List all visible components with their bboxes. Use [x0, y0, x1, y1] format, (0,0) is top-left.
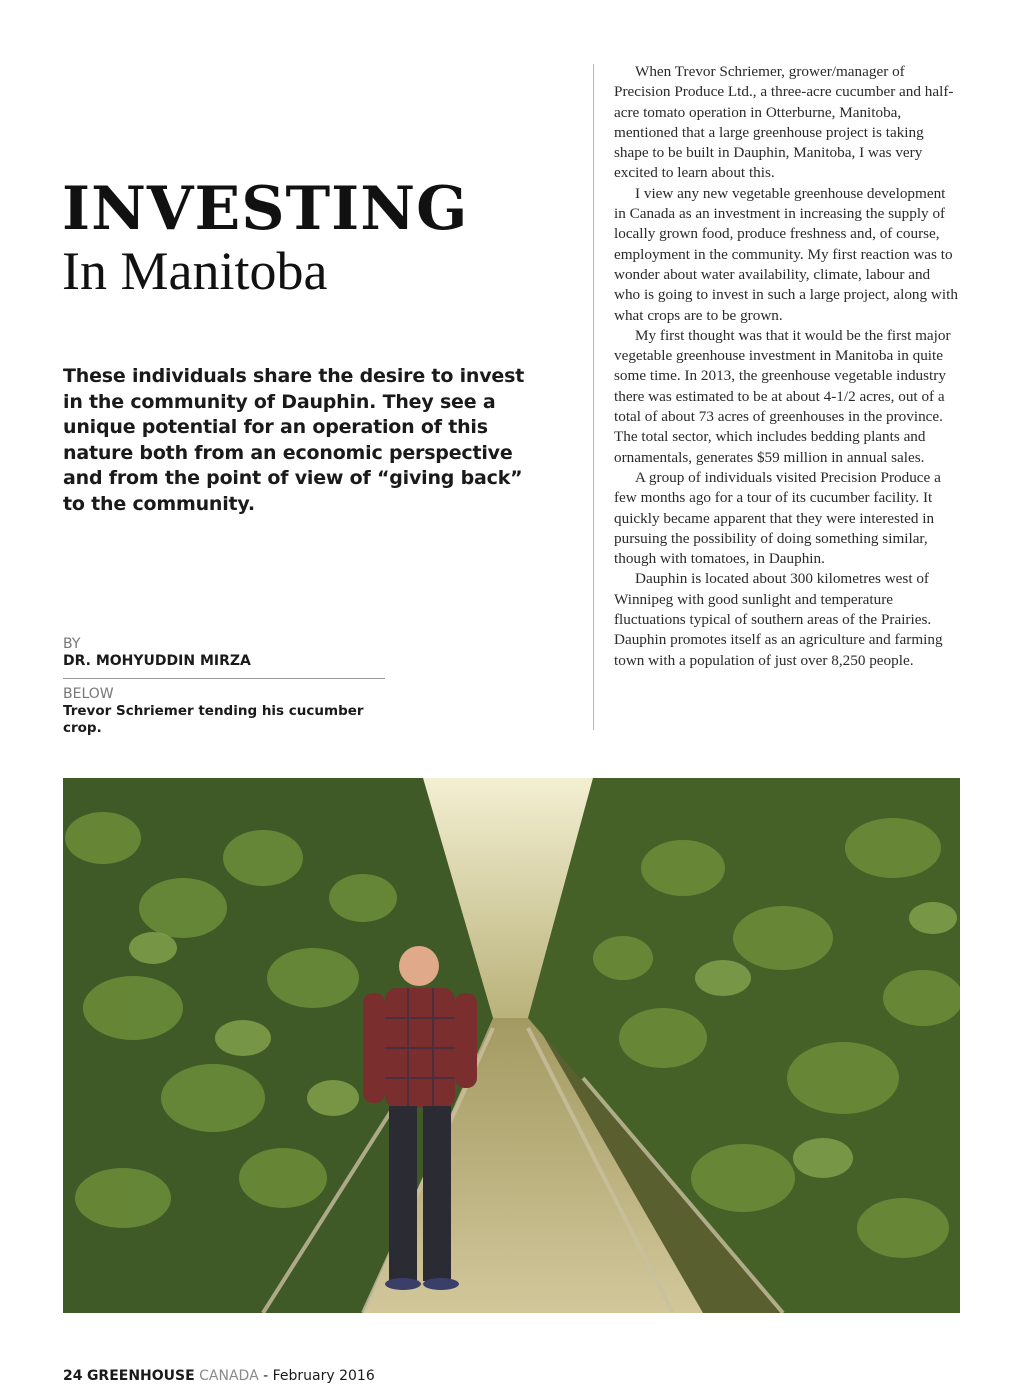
byline-author: DR. MOHYUDDIN MIRZA: [63, 653, 251, 669]
article-body: [614, 62, 960, 671]
article-paragraph: My first thought was that it would be the first major vegetable greenhouse investment in Manitoba in quite some time. In 2013, the greenhouse vegetable industry there was estimated to be at about 4-1/2 acres, out of a total of about 73 acres of greenhouses in the province. The total sector, which includes bedding plants and ornamentals, generates $59 million in annual sales.: [614, 326, 951, 466]
article-paragraph: Dauphin is located about 300 kilometres west of Winnipeg with good sunlight and temperature fluctuations typical of southern areas of the Prairies. Dauphin promotes itself as an agriculture and farming town with a population of just over 8,250 people.: [614, 570, 943, 669]
caption-label: BELOW: [63, 686, 114, 702]
credits-divider: [63, 678, 385, 679]
byline-label: BY: [63, 636, 81, 652]
deck-text: These individuals share the desire to invest in the community of Dauphin. They see a unique potential for an operation of this nature both from an economic perspective and from the point of view of “giving back” to the community.: [63, 365, 525, 515]
article-paragraph: A group of individuals visited Precision Produce a few months ago for a tour of its cucumber facility. It quickly became apparent that they were interested in pursuing the possibility of doing something similar, though with tomatoes, in Dauphin.: [614, 468, 941, 568]
issue-date: - February 2016: [263, 1368, 375, 1384]
page-number: 24: [63, 1368, 83, 1384]
headline-sub: In Manitoba: [62, 241, 328, 301]
greenhouse-photo: [63, 778, 960, 1313]
page-footer: [63, 1367, 375, 1385]
magazine-name-light: CANADA: [199, 1368, 259, 1384]
greenhouse-photo-illustration: [63, 778, 960, 1313]
magazine-name: GREENHOUSE: [86, 1368, 195, 1384]
photo-caption: Trevor Schriemer tending his cucumber crop.: [63, 703, 364, 736]
headline: [62, 176, 542, 300]
column-divider: [593, 64, 594, 730]
headline-main: INVESTING: [62, 174, 469, 244]
credits: [63, 636, 385, 737]
article-paragraph: I view any new vegetable greenhouse development in Canada as an investment in increasing the supply of locally grown food, produce freshness and, of course, employment in the community. My first reaction was to wonder about water availability, climate, labour and who is going to invest in such a large project, along with what crops are to be grown.: [614, 184, 958, 324]
article-paragraph: When Trevor Schriemer, grower/manager of Precision Produce Ltd., a three-acre cucumber and half-acre tomato operation in Otterburne, Manitoba, mentioned that a large greenhouse project is taking shape to be built in Dauphin, Manitoba, I was very excited to learn about this.: [614, 63, 954, 182]
